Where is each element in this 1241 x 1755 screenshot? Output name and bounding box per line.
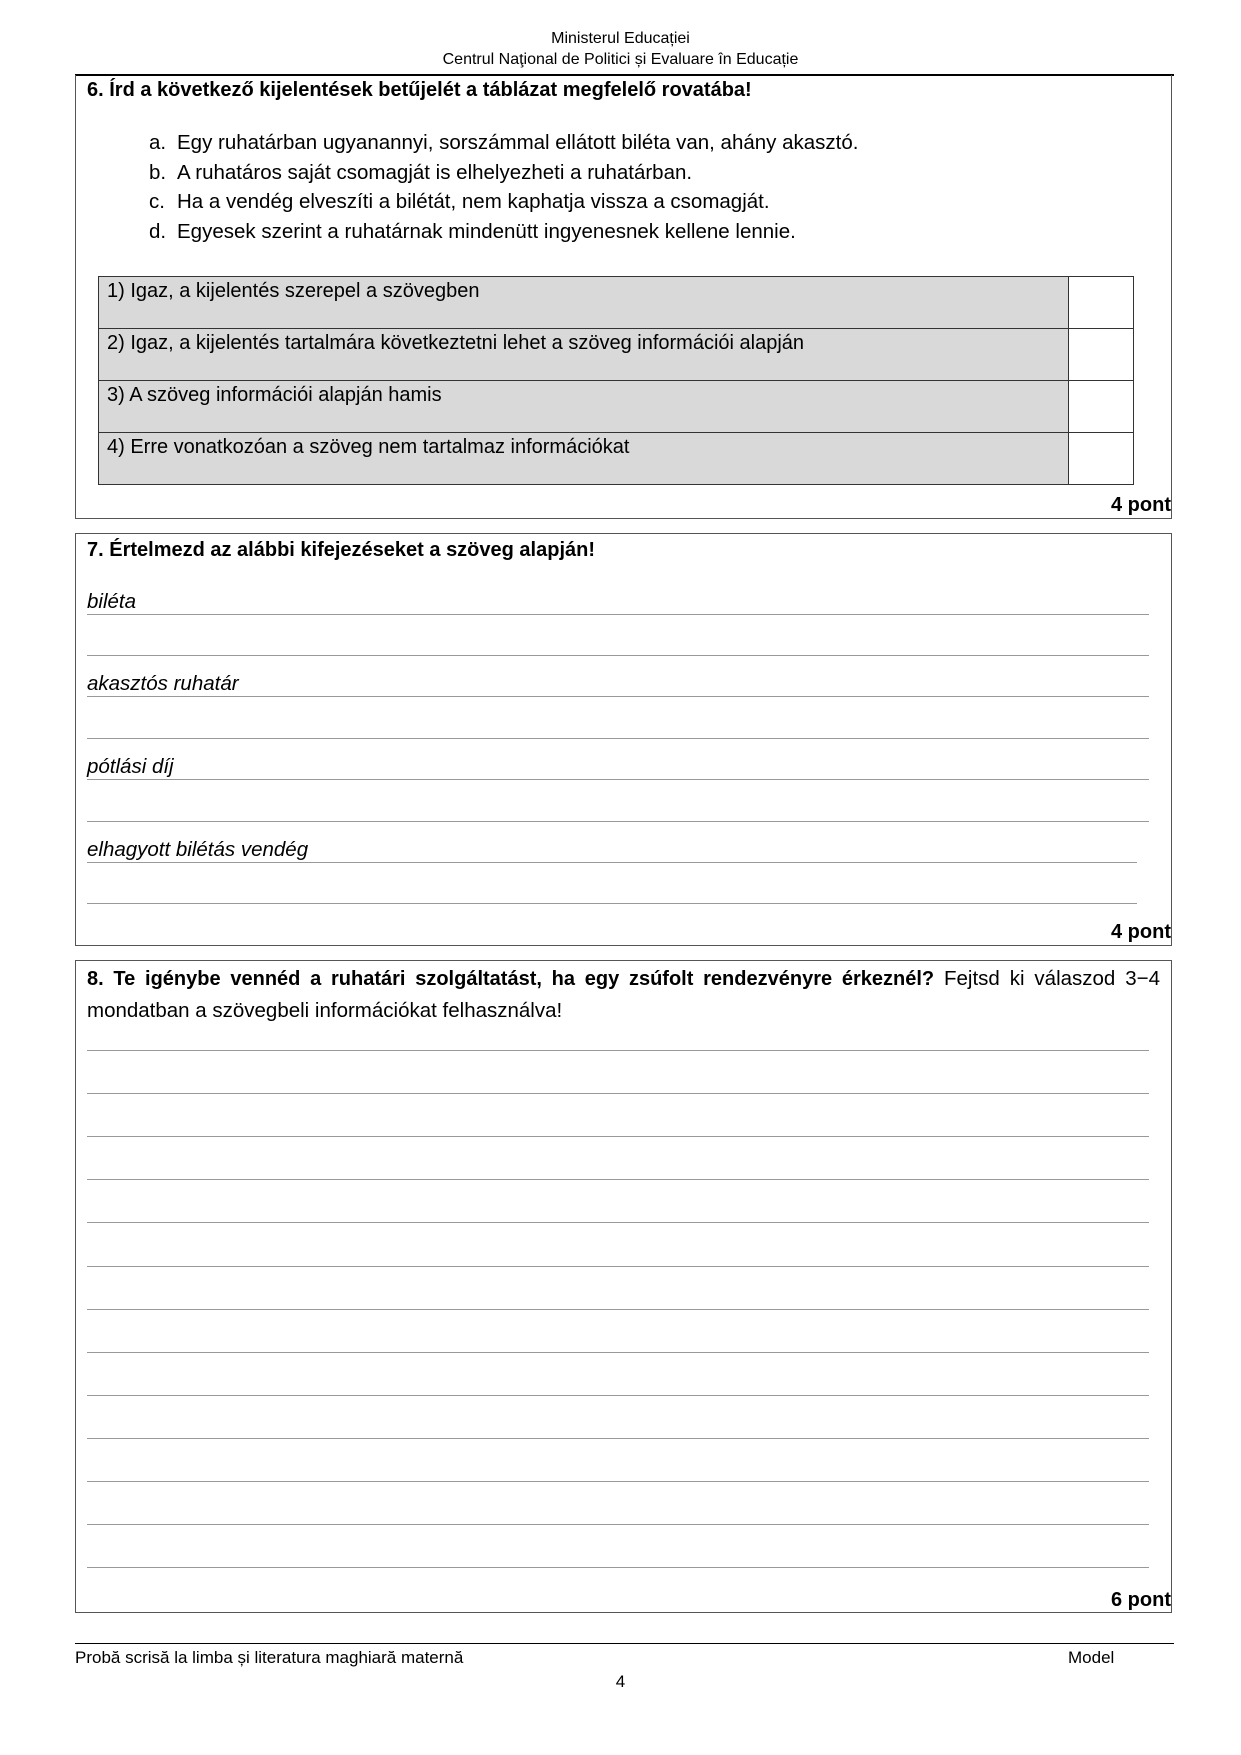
statement-text: Egy ruhatárban ugyanannyi, sorszámmal ellátott biléta van, ahány akasztó. [177, 131, 859, 154]
statement-text: A ruhatáros saját csomagját is elhelyezheti a ruhatárban. [177, 161, 693, 184]
question-8-instruction: Fejtsd ki válaszod 3−4 mondatban a szövegbeli információkat felhasználva! [87, 967, 1160, 1022]
option-label: 3) A szöveg információi alapján hamis [99, 381, 1069, 433]
answer-line[interactable] [87, 1050, 1149, 1051]
answer-line[interactable] [87, 821, 1149, 822]
answer-line[interactable] [87, 655, 1149, 656]
answer-line[interactable] [87, 696, 1149, 697]
option-label: 2) Igaz, a kijelentés tartalmára következtetni lehet a szöveg információi alapján [99, 329, 1069, 381]
statement-c [149, 190, 770, 214]
answer-line[interactable] [87, 1222, 1149, 1223]
statement-letter: c. [149, 190, 165, 213]
term-bileta: biléta [87, 590, 142, 614]
footer-exam-name: Probă scrisă la limba și literatura maghiară maternă [75, 1648, 464, 1667]
question-8-points: 6 pont [1111, 1589, 1171, 1611]
footer-divider [75, 1643, 1174, 1644]
page-number: 4 [615, 1672, 626, 1691]
answer-line[interactable] [87, 1438, 1149, 1439]
statement-a [149, 131, 858, 155]
table-row [99, 277, 1134, 329]
option-label: 4) Erre vonatkozóan a szöveg nem tartalmaz információkat [99, 433, 1069, 485]
question-8-box [75, 960, 1172, 1613]
answer-line[interactable] [87, 738, 1149, 739]
statement-d [149, 220, 796, 244]
footer-model: Model [1068, 1648, 1115, 1667]
table-row [99, 329, 1134, 381]
answer-line[interactable] [87, 903, 1137, 904]
answer-line[interactable] [87, 1524, 1149, 1525]
table-row [99, 381, 1134, 433]
table-row [99, 433, 1134, 485]
term-elhagyott-biletas-vendeg: elhagyott bilétás vendég [87, 838, 314, 862]
answer-line[interactable] [87, 1179, 1149, 1180]
statement-letter: d. [149, 220, 167, 243]
answer-line[interactable] [87, 1395, 1149, 1396]
answer-line[interactable] [87, 779, 1149, 780]
answer-line[interactable] [87, 1481, 1149, 1482]
question-8-title: 8. Te igénybe vennéd a ruhatári szolgáltatást, ha egy zsúfolt rendezvényre érkeznél? [87, 968, 935, 990]
term-akasztos-ruhatar: akasztós ruhatár [87, 672, 245, 696]
statement-letter: a. [149, 131, 167, 154]
statement-letter: b. [149, 161, 167, 184]
statement-text: Ha a vendég elveszíti a bilétát, nem kaphatja vissza a csomagját. [177, 190, 770, 213]
question-6-title: 6. Írd a következő kijelentések betűjelét a táblázat megfelelő rovatába! [87, 79, 752, 101]
answer-line[interactable] [87, 1136, 1149, 1137]
statement-b [149, 161, 692, 185]
question-7-points: 4 pont [1111, 921, 1171, 943]
term-potlasi-dij: pótlási díj [87, 755, 180, 779]
question-6-points: 4 pont [1111, 494, 1171, 516]
answer-line[interactable] [87, 862, 1137, 863]
answer-cell[interactable] [1069, 277, 1134, 329]
statement-text: Egyesek szerint a ruhatárnak mindenütt ingyenesnek kellene lennie. [177, 220, 796, 243]
question-7-title: 7. Értelmezd az alábbi kifejezéseket a szöveg alapján! [87, 539, 595, 561]
header-ministry: Ministerul Educației [551, 30, 690, 47]
answer-line[interactable] [87, 1093, 1149, 1094]
answer-line[interactable] [87, 1352, 1149, 1353]
option-label: 1) Igaz, a kijelentés szerepel a szövegben [99, 277, 1069, 329]
answer-line[interactable] [87, 1567, 1149, 1568]
answer-line[interactable] [87, 1309, 1149, 1310]
answer-line[interactable] [87, 1266, 1149, 1267]
answer-table [98, 276, 1134, 485]
answer-cell[interactable] [1069, 329, 1134, 381]
header-center: Centrul Naţional de Politici și Evaluare în Educație [442, 51, 799, 68]
answer-line[interactable] [87, 614, 1149, 615]
answer-cell[interactable] [1069, 433, 1134, 485]
question-7-box [75, 533, 1172, 946]
answer-cell[interactable] [1069, 381, 1134, 433]
question-8-prompt [87, 963, 1160, 1026]
